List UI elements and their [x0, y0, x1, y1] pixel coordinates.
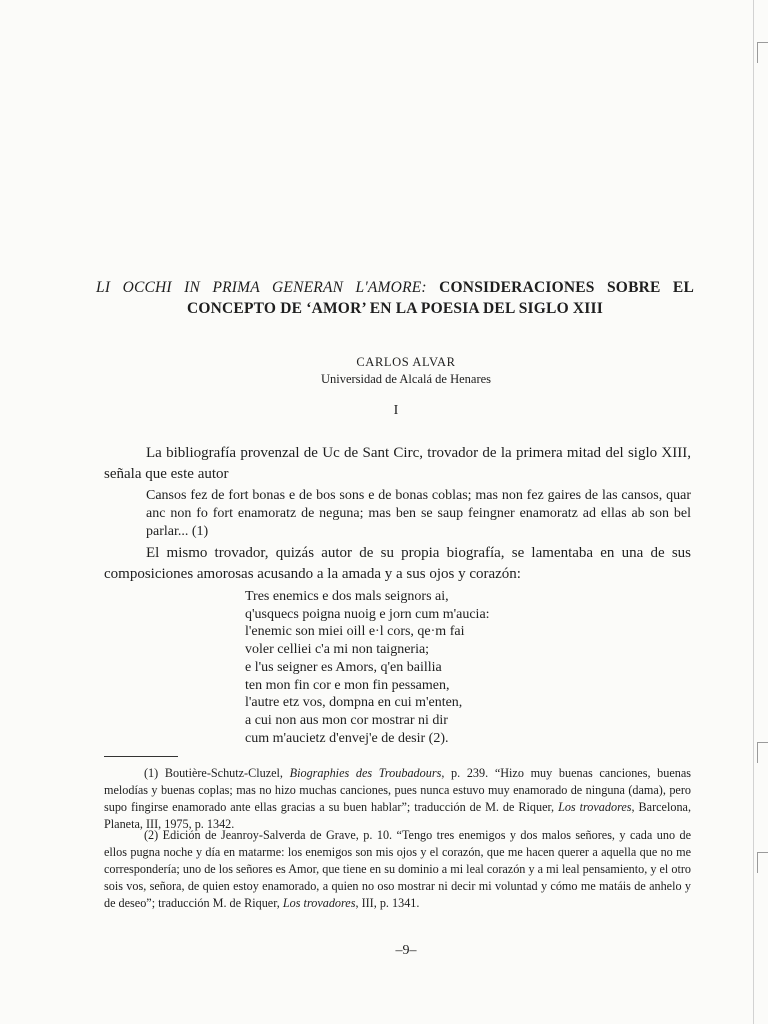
- author-name: CARLOS ALVAR: [356, 355, 456, 369]
- verse-line: voler celliei c'a mi non taigneria;: [245, 642, 430, 658]
- footnote-italic-title: Los trovadores: [282, 896, 356, 910]
- verse-line: cum m'aucietz d'envej'e de desir (2).: [245, 730, 449, 746]
- page-number: –9–: [395, 943, 417, 958]
- verse-line: e l'us seigner es Amors, q'en baillia: [245, 659, 442, 675]
- scan-edge-mark: [757, 852, 768, 873]
- body-paragraph-1: La bibliografía provenzal de Uc de Sant Circ, trovador de la primera mitad del siglo XIII, señala que este autor: [104, 445, 691, 482]
- verse-line: ten mon fin cor e mon fin pessamen,: [245, 677, 450, 693]
- footnote-text: (1) Boutière-Schutz-Cluzel,: [144, 766, 290, 780]
- body-paragraph-2: El mismo trovador, quizás autor de su propia biografía, se lamentaba en una de sus composiciones amorosas acusando a la amada y a sus ojos y corazón:: [104, 545, 691, 582]
- title-rest: CONSIDERACIONES SOBRE EL CONCEPTO DE ‘AMOR’ EN LA POESIA DEL SIGLO XIII: [186, 279, 694, 317]
- scan-edge-mark: [757, 742, 768, 763]
- verse-line: Tres enemics e dos mals seignors ai,: [245, 589, 449, 604]
- scan-edge-mark: [757, 42, 768, 63]
- footnote-separator: [104, 756, 178, 757]
- verse-quotation: [245, 588, 490, 747]
- verse-line: l'enemic son miei oill e·l cors, qe·m fai: [245, 624, 465, 640]
- verse-line: q'usquecs poigna nuoig e jorn cum m'aucia:: [245, 606, 490, 622]
- verse-line: a cui non aus mon cor mostrar ni dir: [245, 712, 448, 728]
- verse-line: l'autre etz vos, dompna en cui m'enten,: [245, 695, 463, 711]
- author-affiliation: Universidad de Alcalá de Henares: [320, 372, 492, 386]
- article-title: [96, 277, 694, 319]
- footnote-text: (2) Edición de Jeanroy-Salverda de Grave, p. 10. “Tengo tres enemigos y dos malos señores, y cada uno de ellos pugna noche y día en matarme: los enemigos son mis ojos y el corazón, que me hacen querer a aquella que no me correspondería; uno de los señores es Amor, que tiene en su dominio a mi leal corazón y a mi leal pensamiento, y el otro sois vos, señora, de quien estoy enamorado, a quien no oso mostrar ni decir mi voluntad y cómo me matáis de anhelo y de deseo”; traducción M. de Riquer,: [104, 828, 691, 910]
- footnote-italic-title: Biographies des Troubadours: [289, 766, 442, 780]
- footnote-italic-title: Los trovadores: [558, 800, 632, 814]
- section-number: I: [393, 403, 399, 418]
- footnote-2: [104, 827, 691, 912]
- footnote-text: , Barcelona, Planeta, III, 1975, p. 1342.: [104, 800, 691, 831]
- prose-quotation: Cansos fez de fort bonas e de bos sons e de bonas coblas; mas non fez gaires de las cansos, quar anc non fo fort enamoratz de neguna; mas ben se saup feingner enamoratz ad ellas ab son bel parlar... (1): [146, 488, 691, 539]
- footnote-text: , p. 239. “Hizo muy buenas canciones, buenas melodías y buenas coplas; mas no hizo muchas canciones, pues nunca estuvo muy enamorado de ninguna (dama), pero supo fingirse enamorado ante ellas gracias a su buen hablar”; traducción de M. de Riquer,: [104, 766, 691, 814]
- title-italic: LI OCCHI IN PRIMA GENERAN L'AMORE:: [96, 279, 427, 296]
- footnote-text: , III, p. 1341.: [355, 896, 420, 910]
- footnote-1: [104, 765, 691, 833]
